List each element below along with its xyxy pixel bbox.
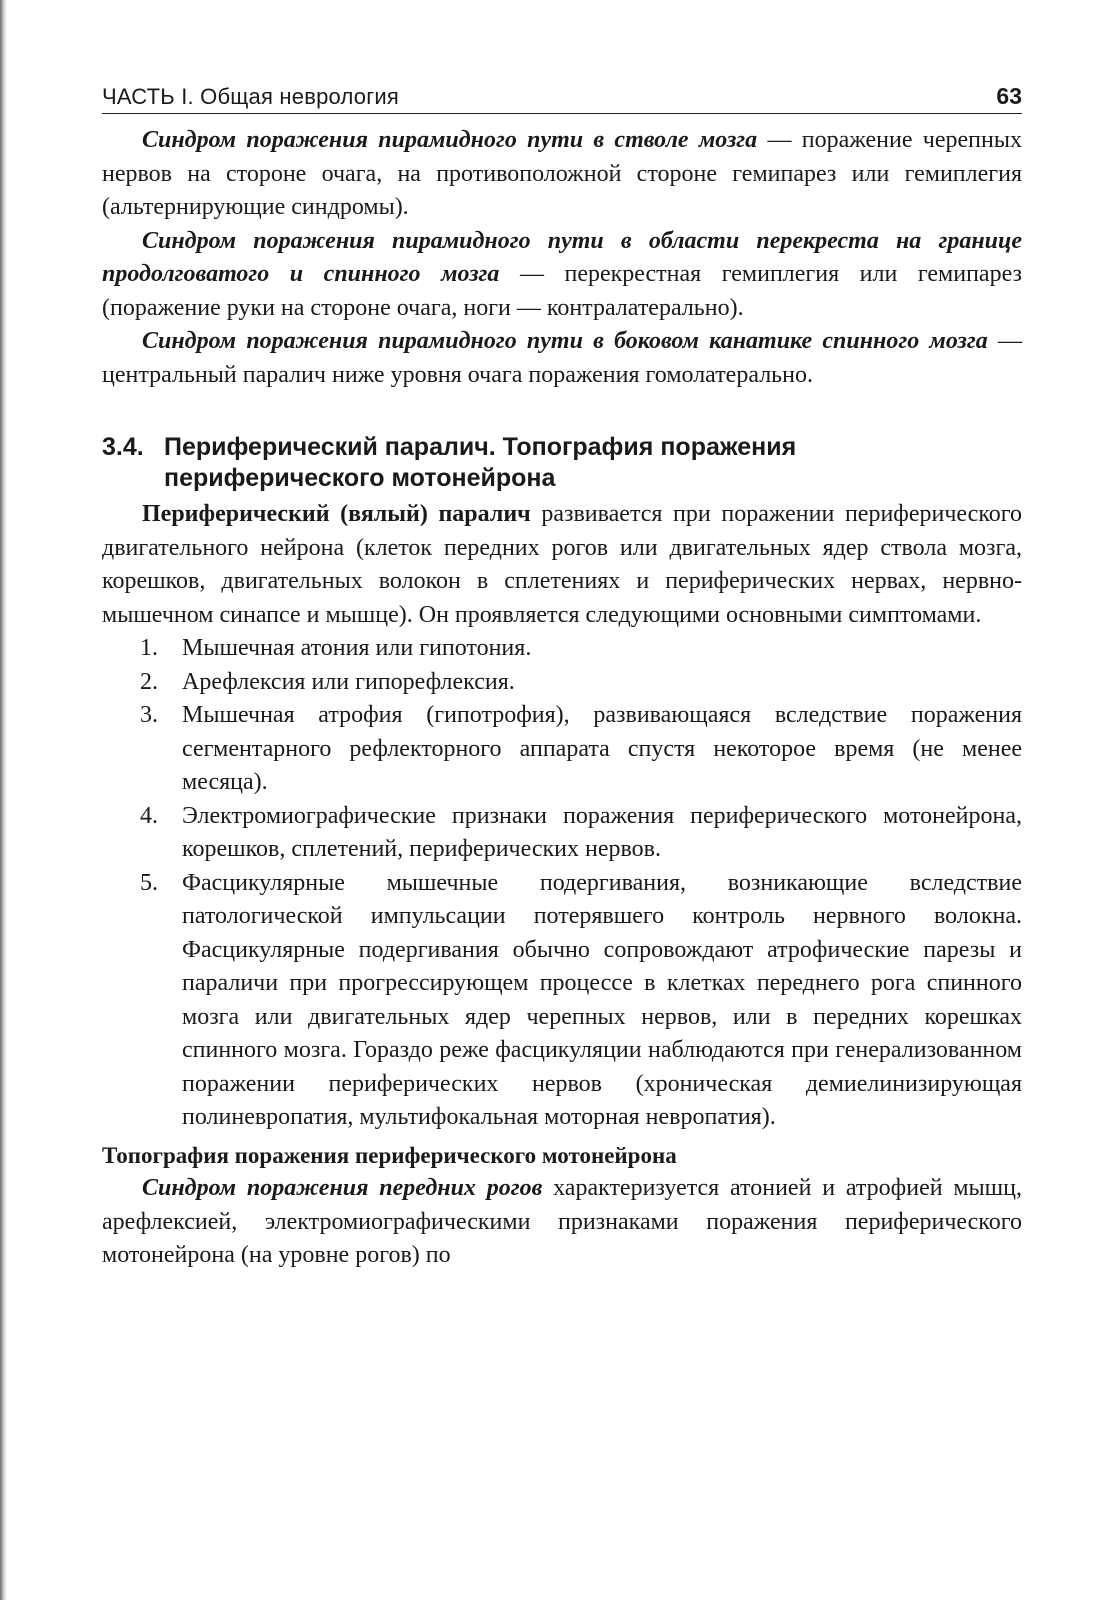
term-anterior-horn: Синдром поражения передних рогов xyxy=(142,1175,543,1201)
term-brainstem: Синдром поражения пирамидного пути в стволе мозга xyxy=(142,127,758,153)
paragraph-decussation-syndrome xyxy=(102,225,1022,326)
list-text: Мышечная атрофия (гипотрофия), развивающаяся вследствие поражения сегментарного рефлекторного аппарата спустя некоторое время (не менее месяца). xyxy=(182,702,1022,795)
paragraph-anterior-horn-syndrome xyxy=(102,1172,1022,1273)
list-item xyxy=(102,666,1022,700)
section-title: Периферический паралич. Топография поражения периферического мотонейрона xyxy=(164,433,797,492)
term-peripheral-paralysis: Периферический (вялый) паралич xyxy=(142,501,531,527)
list-number: 1. xyxy=(140,635,158,661)
list-text: Арефлексия или гипорефлексия. xyxy=(182,668,515,695)
symptom-list xyxy=(102,632,1022,1135)
section-heading xyxy=(102,432,1022,494)
list-item xyxy=(102,867,1022,1135)
section-number: 3.4. xyxy=(102,433,144,461)
term-lateral-funiculus: Синдром поражения пирамидного пути в боковом канатике спинного мозга xyxy=(142,328,988,354)
list-number: 5. xyxy=(140,869,158,896)
text-brainstem: — поражение черепных нервов на стороне очага, на противоположной стороне гемипарез или гемиплегия (альтернирующие синдромы). xyxy=(102,127,1022,220)
list-number: 3. xyxy=(140,702,158,728)
page-number: 63 xyxy=(996,83,1022,109)
running-title: ЧАСТЬ I. Общая неврология xyxy=(102,84,400,109)
paragraph-peripheral-paralysis xyxy=(102,498,1022,632)
subheading-topography: Топография поражения периферического мотонейрона xyxy=(102,1142,677,1168)
list-number: 2. xyxy=(140,668,158,695)
book-page xyxy=(102,76,1022,1273)
list-text: Электромиографические признаки поражения периферического мотонейрона, корешков, сплетений, периферических нервов. xyxy=(182,802,1022,862)
page-content xyxy=(102,124,1022,1273)
text-lateral-funiculus: — центральный паралич ниже уровня очага поражения гомолатерально. xyxy=(102,328,1022,388)
term-decussation: Синдром поражения пирамидного пути в области перекреста на границе продолговатого и спинного мозга xyxy=(102,227,1022,287)
running-head xyxy=(102,76,1022,114)
text-anterior-horn: характеризуется атонией и атрофией мышц, арефлексией, электромиографическими признаками поражения периферического мотонейрона (на уровне рогов) по xyxy=(102,1175,1022,1268)
list-text: Фасцикулярные мышечные подергивания, возникающие вследствие патологической импульсации потерявшего контроль нервного волокна. Фасцикулярные подергивания обычно сопровождают атрофические парезы и параличи при прогрессирующем процессе в клетках переднего рога спинного мозга или двигательных ядер черепных нервов, или в передних корешках спинного мозга. Гораздо реже фасцикуляции наблюдаются при генерализованном поражении периферических нервов (хроническая демиелинизирующая полиневропатия, мультифокальная моторная невропатия). xyxy=(182,869,1022,1130)
list-item xyxy=(102,632,1022,666)
page-edge-shadow xyxy=(0,0,7,1600)
list-item xyxy=(102,800,1022,867)
text-decussation: — перекрестная гемиплегия или гемипарез (поражение руки на стороне очага, ноги — контралатерально). xyxy=(102,261,1022,321)
list-text: Мышечная атония или гипотония. xyxy=(182,635,532,661)
list-item xyxy=(102,699,1022,800)
paragraph-lateral-funiculus-syndrome xyxy=(102,325,1022,392)
text-peripheral-paralysis: развивается при поражении периферического двигательного нейрона (клеток передних рогов или двигательных ядер ствола мозга, корешков, двигательных волокон в сплетениях и периферических нервах, нервно-мышечном синапсе и мышце). Он проявляется следующими основными симптомами. xyxy=(102,501,1023,628)
list-number: 4. xyxy=(140,802,158,829)
paragraph-brainstem-syndrome xyxy=(102,124,1022,225)
